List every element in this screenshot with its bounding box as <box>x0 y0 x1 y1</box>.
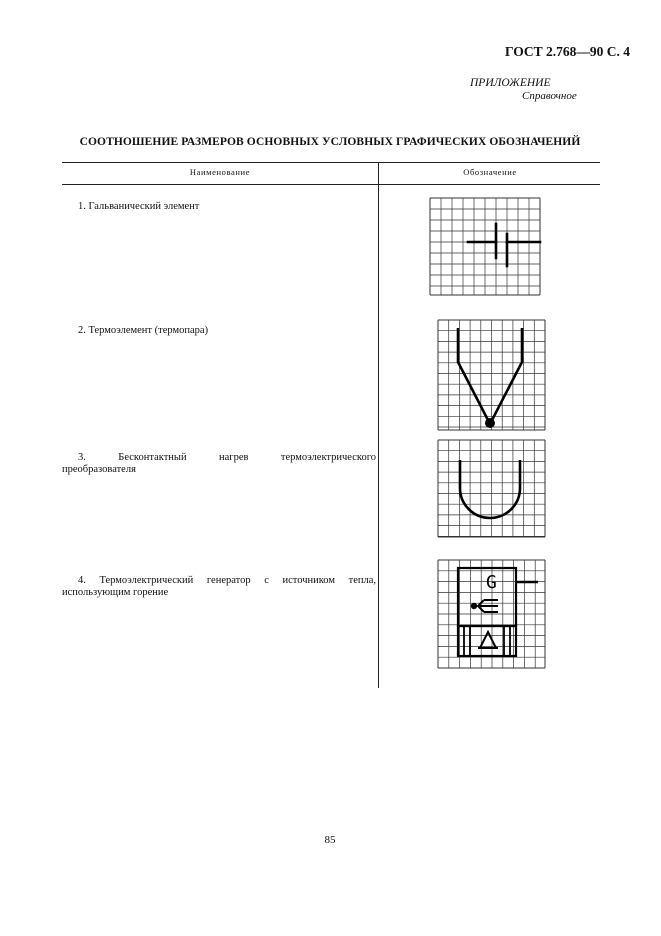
table-top-rule <box>62 162 600 163</box>
table-column-divider <box>378 162 379 688</box>
page-number: 85 <box>324 834 336 846</box>
table-row-3-name-line2: преобразователя <box>62 464 136 475</box>
table-row-4-name-line1: 4. Термоэлектрический генератор с источником тепла, <box>78 575 376 586</box>
table-header-rule <box>62 184 600 185</box>
table-row-2-name: 2. Термоэлемент (термопара) <box>78 325 209 336</box>
table-row-3-name-line1: 3. Бесконтактный нагрев термоэлектрического <box>78 452 376 463</box>
column-header-name: Наименование <box>189 167 251 177</box>
appendix-type: Справочное <box>522 90 577 102</box>
table-row-4-name-line2: использующим горение <box>62 587 169 598</box>
galvanic-cell-symbol-icon <box>430 198 540 295</box>
generator-letter: G <box>486 572 497 593</box>
page-title: СООТНОШЕНИЕ РАЗМЕРОВ ОСНОВНЫХ УСЛОВНЫХ ГРАФИЧЕСКИХ ОБОЗНАЧЕНИЙ <box>79 136 581 148</box>
contactless-heating-symbol-icon <box>438 440 545 537</box>
table-row-1-name: 1. Гальванический элемент <box>78 201 200 212</box>
thermocouple-symbol-icon <box>438 320 545 430</box>
column-header-symbol: Обозначение <box>463 167 517 177</box>
thermoelectric-generator-symbol-icon <box>438 560 545 668</box>
appendix-label: ПРИЛОЖЕНИЕ <box>470 77 551 89</box>
document-code: ГОСТ 2.768—90 С. 4 <box>504 44 630 59</box>
